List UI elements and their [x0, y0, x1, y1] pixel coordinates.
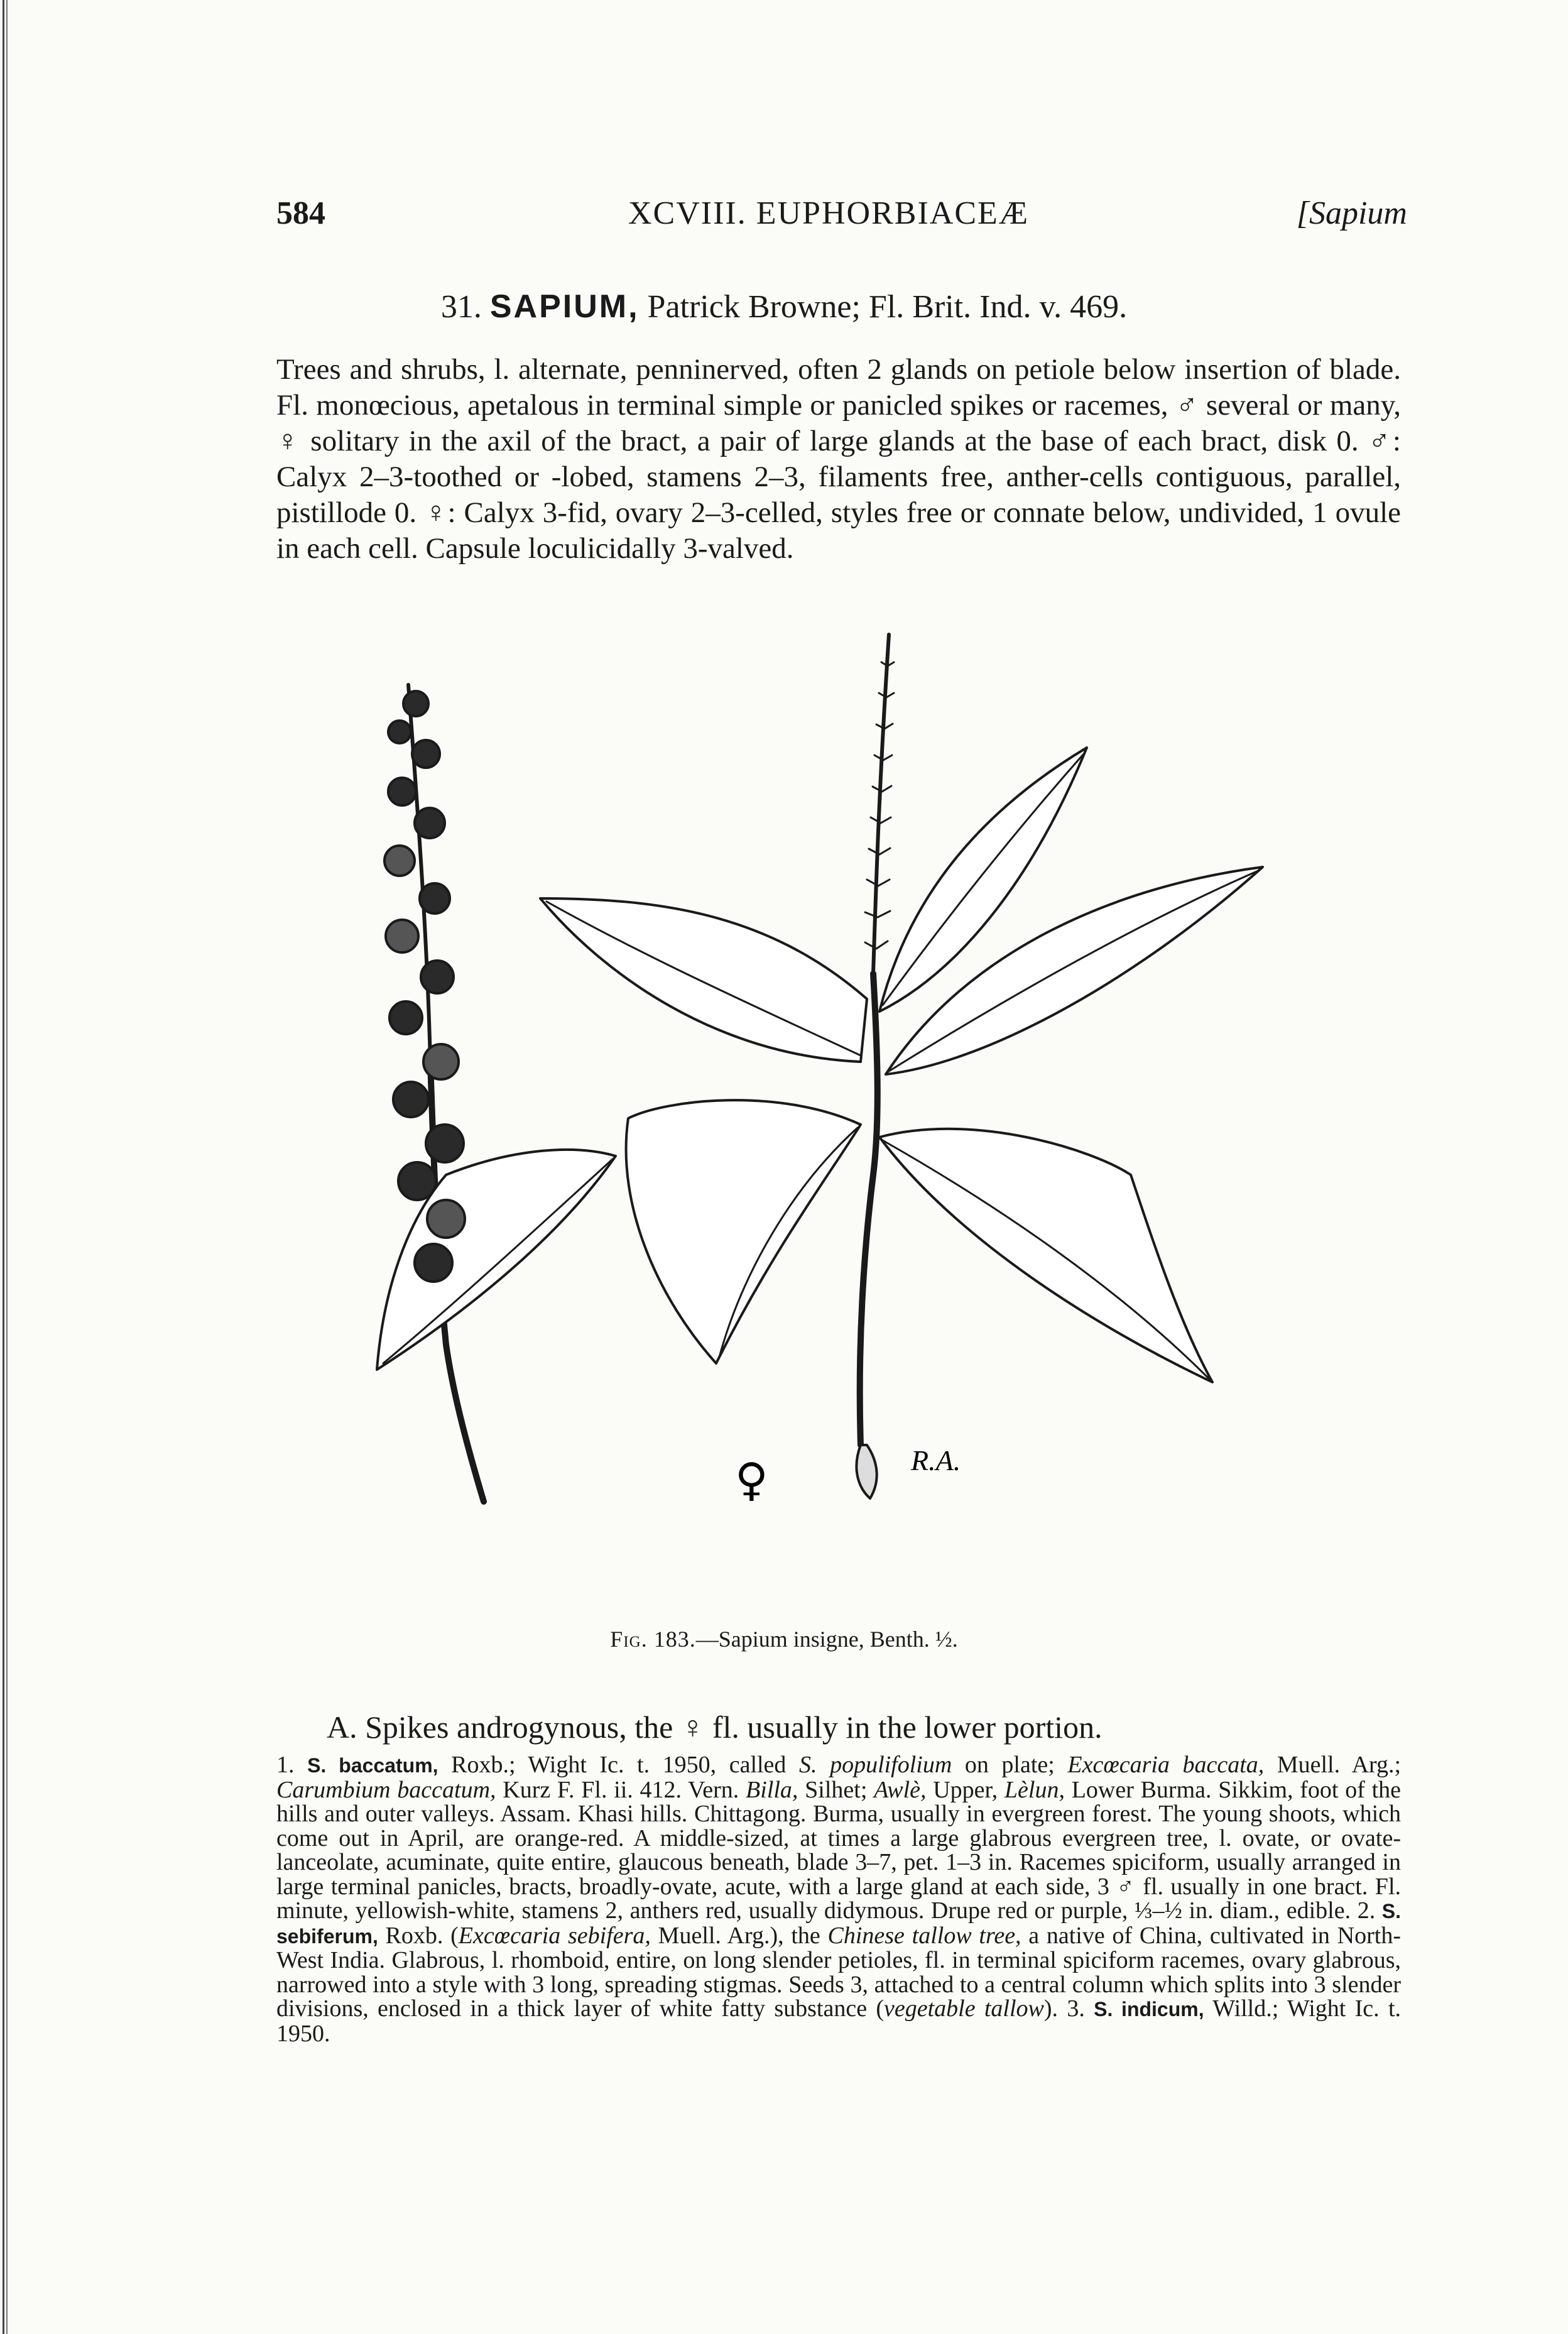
genus-description: Trees and shrubs, l. alternate, penninerved, often 2 glands on petiole below insertion of blade. Fl. monœcious, apetalous in terminal simple or panicled spikes or racemes, ♂ several or many, ♀ solitary in the axil of the bract, a pair of large glands at the base of each bract, disk 0. ♂: Calyx 2–3-toothed or -lobed, stamens 2–3, filaments free, anther-cells contiguous, parallel, pistillode 0. ♀: Calyx 3-fid, ovary 2–3-celled, styles free or connate below, undivided, 1 ovule in each cell. Capsule loculicidally 3-valved.	[276, 353, 1401, 565]
species-1-synonym: S. populifolium	[799, 1752, 952, 1778]
species-1-text: Muell. Arg.;	[1264, 1752, 1402, 1778]
species-1-text: Upper,	[926, 1776, 1004, 1803]
leaf-lower-left	[626, 1100, 861, 1363]
page-edge-line	[3, 0, 9, 2334]
figure-caption-text: —Sapium insigne, Benth.	[695, 1627, 930, 1652]
female-symbol: ♀	[735, 1453, 768, 1506]
species-1-text: Silhet;	[798, 1776, 874, 1803]
species-2-common-name: Chinese tallow tree,	[827, 1922, 1021, 1949]
genus-number: 31.	[440, 289, 482, 325]
genus-name: SAPIUM,	[489, 288, 640, 325]
botanical-illustration	[276, 622, 1401, 1627]
species-2-synonym: Excœcaria sebifera,	[458, 1922, 651, 1949]
chapter-title: XCVIII. EUPHORBIACEÆ	[628, 195, 1029, 231]
running-genus: [Sapium	[1296, 195, 1407, 231]
species-2-description: a native of China, cultivated in North-West India. Glabrous, l. rhomboid, entire, on long slender petioles, fl. in terminal spiciform racemes, ovary glabrous, narrowed into a style with 3 long, spreading stigmas. Seeds 3, attached to a central column which splits into 3 slender divisions, enclosed in a thick layer of white fatty substance (	[276, 1922, 1401, 2022]
genus-authority: Patrick Browne; Fl. Brit. Ind. v. 469.	[647, 289, 1128, 325]
species-1-name: S. baccatum,	[307, 1754, 438, 1777]
running-head	[276, 195, 1407, 239]
species-1-text: Roxb.; Wight Ic. t. 1950, called	[438, 1752, 799, 1778]
species-1-vernacular: Awlè,	[874, 1776, 927, 1803]
species-1-vernacular: Lèlun,	[1004, 1776, 1065, 1803]
species-1-text: on plate;	[952, 1752, 1068, 1778]
species-1-vernacular: Billa,	[746, 1776, 798, 1803]
species-2-text: Roxb. (	[378, 1922, 459, 1949]
species-1-description: Lower Burma. Sikkim, foot of the hills and outer valleys. Assam. Khasi hills. Chittagong. Burma, usually in evergreen forest. The young shoots, which come out in April, are orange-red. A middle-sized, at times a large glabrous evergreen tree, l. ovate, or ovate-lanceolate, acuminate, quite entire, glaucous beneath, blade 3–7, pet. 1–3 in. Racemes spiciform, usually arranged in large terminal panicles, bracts, broadly-ovate, acute, with a large gland at each side, 3 ♂ fl. usually in one bract. Fl. minute, yellowish-white, stamens 2, anthers red, usually didymous. Drupe red or purple, ⅓–½ in. diam., edible.	[276, 1776, 1402, 1924]
species-2-number: 2.	[1357, 1897, 1376, 1924]
page-number: 584	[276, 195, 325, 231]
species-1-text: Kurz F. Fl. ii. 412. Vern.	[496, 1776, 746, 1803]
species-3-text: Willd.; Wight Ic. t. 1950.	[276, 1995, 1402, 2047]
genus-heading	[0, 288, 1568, 325]
species-2-text: ).	[1043, 1995, 1067, 2022]
figure-label: Fig. 183.	[610, 1627, 696, 1652]
species-3-name: S. indicum,	[1094, 1998, 1204, 2020]
leaf-upper-left	[540, 898, 867, 1062]
sapium-insigne-drawing	[276, 622, 1401, 1627]
species-3-number: 3.	[1067, 1995, 1085, 2022]
species-2-name: S. sebiferum,	[276, 1900, 1402, 1948]
species-2-text: Muell. Arg.), the	[650, 1922, 828, 1949]
species-1-synonym: Carumbium baccatum,	[276, 1776, 496, 1803]
species-treatments	[276, 1753, 1401, 2046]
species-2-product: vegetable tallow	[884, 1995, 1044, 2022]
figure-caption	[0, 1626, 1568, 1652]
species-1-synonym: Excœcaria baccata,	[1067, 1752, 1265, 1778]
key-heading: A. Spikes androgynous, the ♀ fl. usually in the lower portion.	[327, 1710, 1102, 1745]
stem-bud	[856, 1445, 876, 1498]
species-1-number: 1.	[276, 1752, 295, 1778]
artist-initials: R.A.	[911, 1444, 961, 1476]
male-spike-axis	[873, 635, 889, 974]
figure-scale: ½.	[935, 1627, 958, 1652]
